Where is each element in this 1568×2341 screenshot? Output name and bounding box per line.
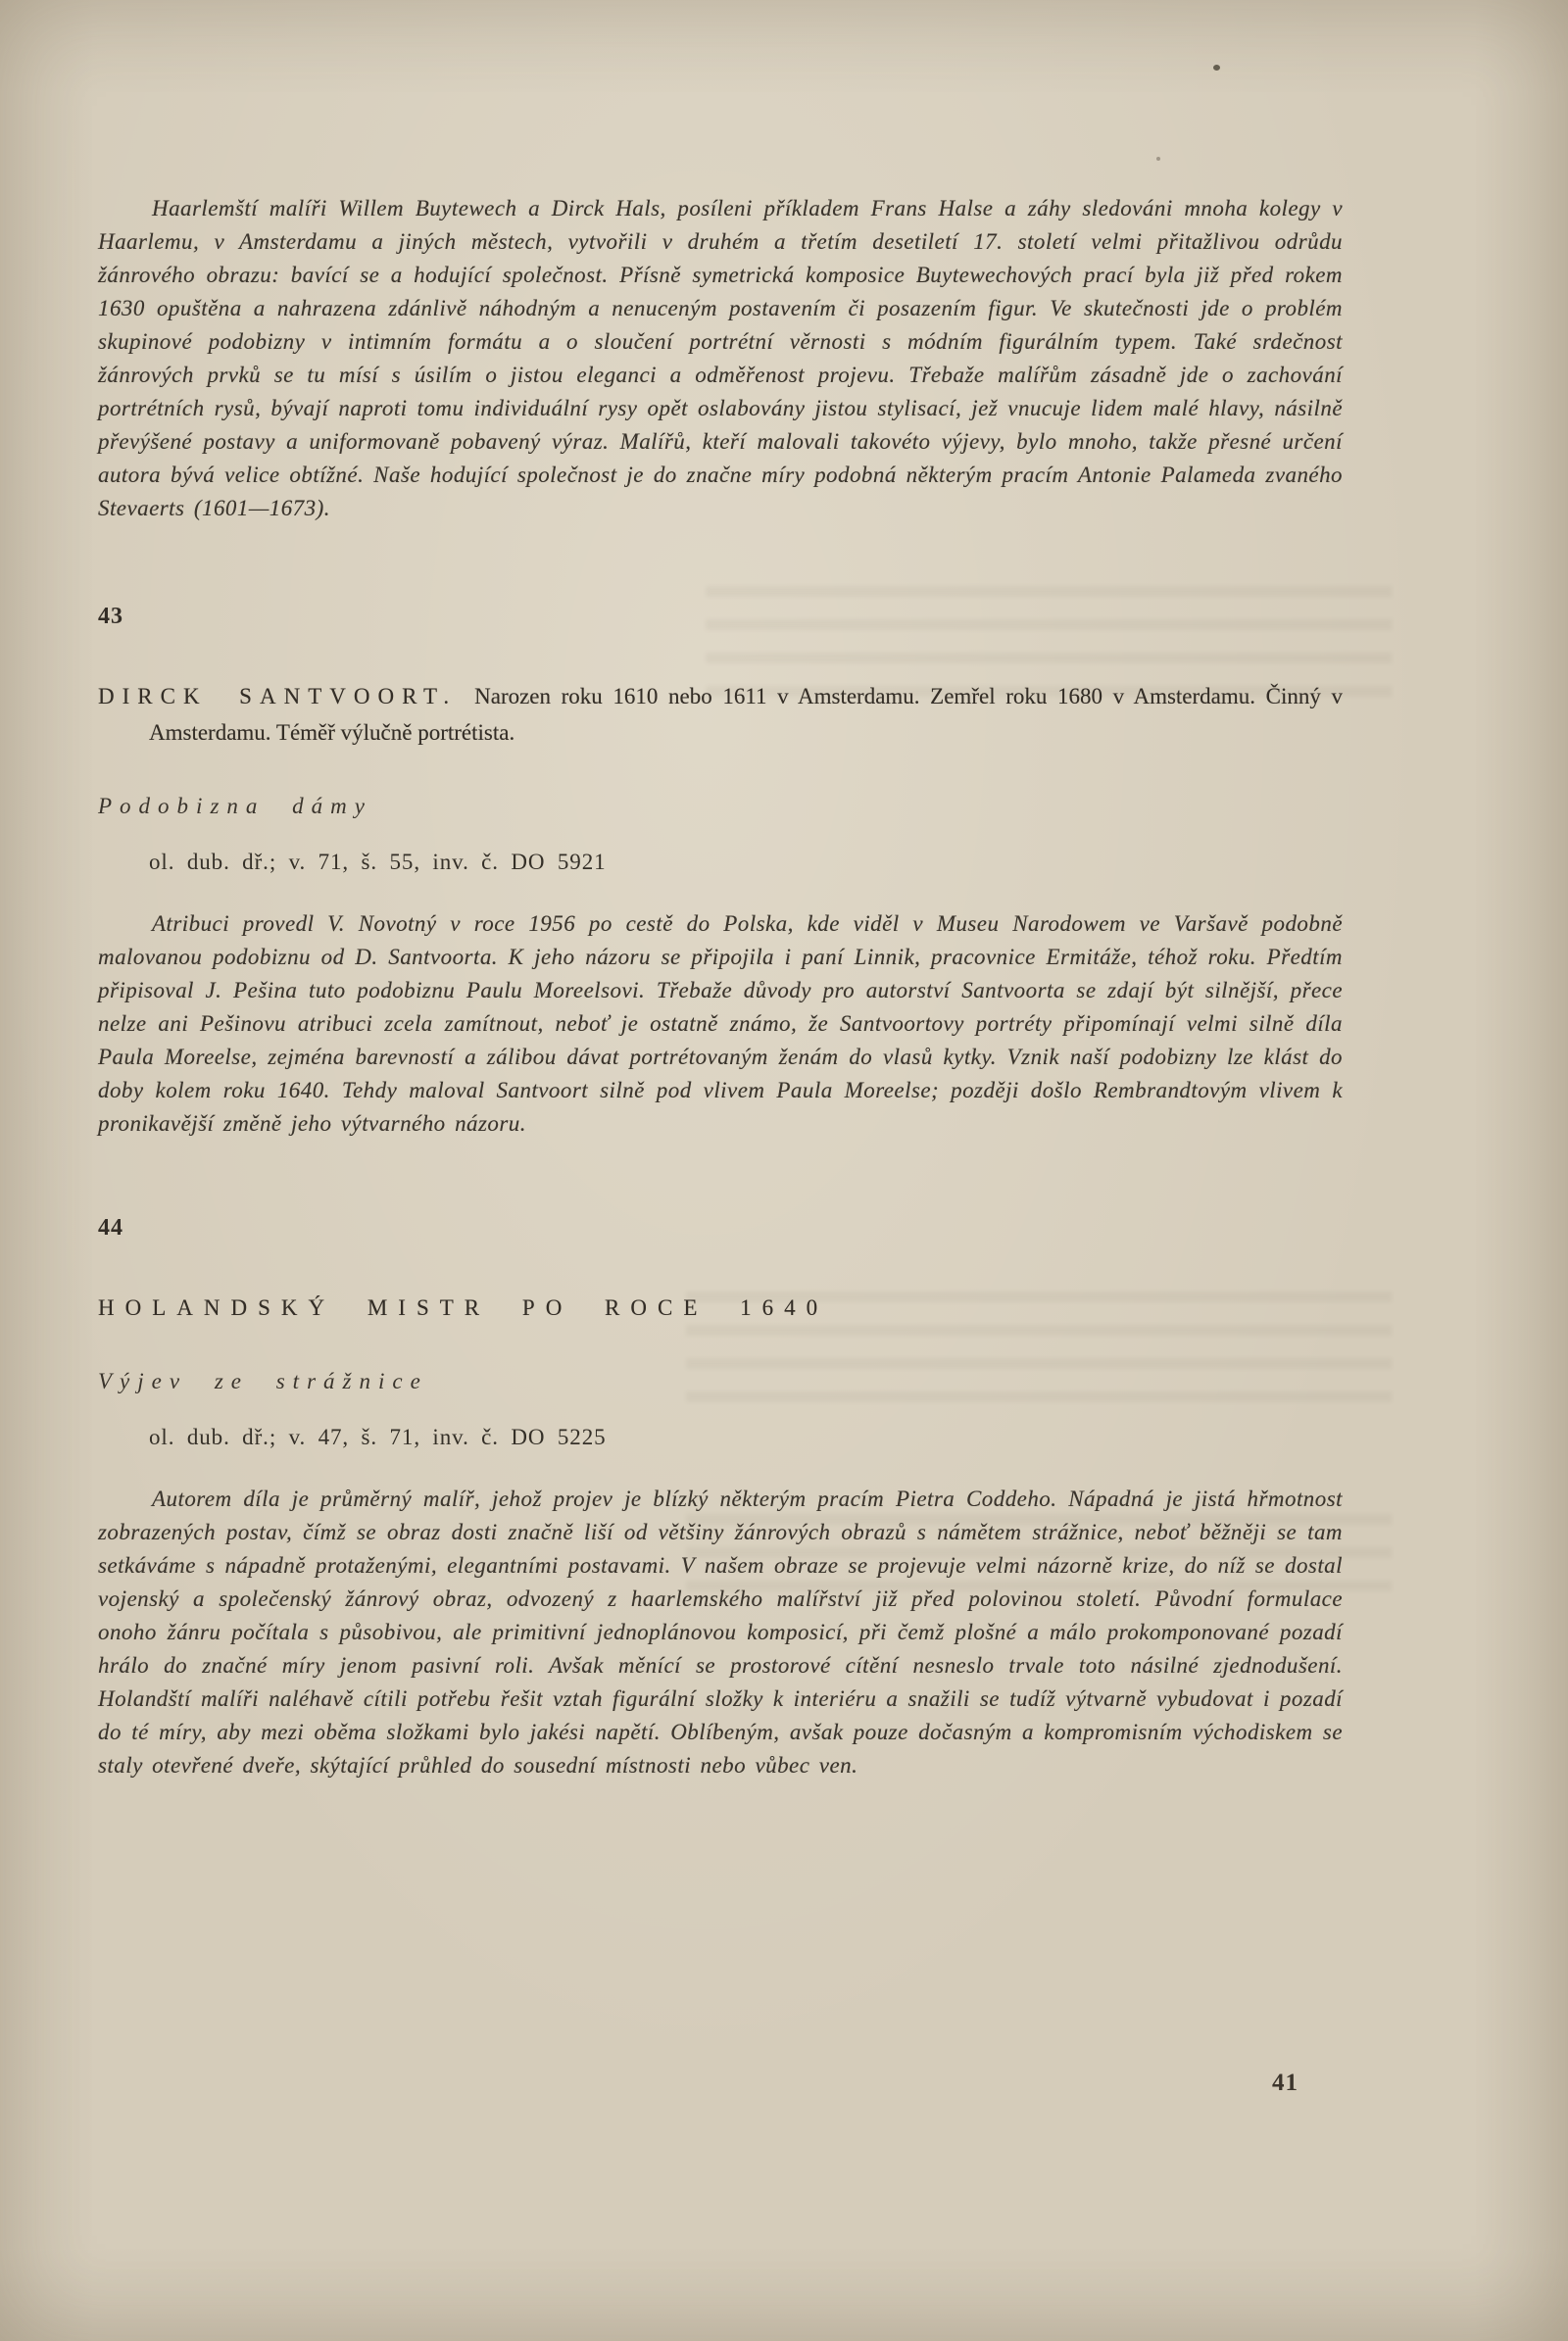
artist-name: DIRCK SANTVOORT. (98, 684, 458, 708)
entry-commentary: Atribuci provedl V. Novotný v roce 1956 po cestě do Polska, kde viděl v Museu Narodowem ve Varšavě podobně malovanou podobiznu od D. Santvoorta. K jeho názoru se připojila i paní Linnik, pracovnice Ermitáže, téhož roku. Předtím připisoval J. Pešina tuto podobiznu Paulu Moreelsovi. Třebaže důvody pro autorství Santvoorta se zdají být silnější, přece nelze ani Pešinovu atribuci zcela zamítnout, neboť je ostatně známo, že Santvoortovy portréty připomínají velmi silně díla Paula Moreelse, zejména barevností a zálibou dávat portrétovaným ženám do vlasů kytky. Vznik naší podobizny lze klást do doby kolem roku 1640. Tehdy maloval Santvoort silně pod vlivem Paula Moreelse; později došlo Rembrandtovým vlivem k pronikavější změně jeho výtvarného názoru. (98, 911, 1343, 1136)
catalog-number: 43 (98, 604, 123, 629)
catalog-entry-44 (98, 1211, 1343, 1782)
artist-bio: Narozen roku 1610 nebo 1611 v Amsterdamu. Zemřel roku 1680 v Amsterdamu. Činný v Amsterdamu. Téměř výlučně portrétista. (149, 684, 1343, 745)
page-number: 41 (1272, 2070, 1298, 2096)
artist-heading (98, 1290, 1343, 1326)
work-details: ol. dub. dř.; v. 71, š. 55, inv. č. DO 5921 (149, 850, 607, 874)
work-title: Podobizna dámy (98, 794, 372, 818)
work-title: Výjev ze strážnice (98, 1369, 428, 1393)
intro-paragraph: Haarlemští malíři Willem Buytewech a Dirck Hals, posíleni příkladem Frans Halse a záhy sledováni mnoha kolegy v Haarlemu, v Amsterdamu a jiných městech, vytvořili v druhém a třetím desetiletí 17. století velmi přitažlivou odrůdu žánrového obrazu: bavící se a hodující společnost. Přísně symetrická komposice Buytewechových prací byla již před rokem 1630 opuštěna a nahrazena zdánlivě náhodným a nenuceným postavením či posazením figur. Ve skutečnosti jde o problém skupinové podobizny v intimním formátu a o sloučení portrétní věrnosti s módním figurálním typem. Také srdečnost žánrových prvků se tu mísí s úsilím o jistou eleganci a odměřenost projevu. Třebaže malířům zásadně jde o zachování portrétních rysů, bývají naproti tomu individuální rysy opět oslabovány jistou stylisací, jež vnucuje lidem malé hlavy, násilně převýšené postavy a uniformovaně pobavený výraz. Malířů, kteří malovali takovéto výjevy, bylo mnoho, takže přesné určení autora bývá velice obtížné. Naše hodující společnost je do značne míry podobná některým pracím Antonie Palameda zvaného Stevaerts (1601—1673). (98, 196, 1343, 520)
entry-commentary: Autorem díla je průměrný malíř, jehož projev je blízký některým pracím Pietra Coddeho. Nápadná je jistá hřmotnost zobrazených postav, čímž se obraz dosti značně liší od většiny žánrových obrazů s námětem strážnice, neboť běžněji se tam setkáváme s nápadně protaženými, elegantními postavami. V našem obraze se projevuje velmi názorně krize, do níž se dostal vojenský a společenský žánrový obraz, odvozený z haarlemského malířství již před polovinou století. Původní formulace onoho žánru počítala s působivou, ale primitivní jednoplánovou komposicí, při čemž plošné a málo prokomponované pozadí hrálo do značné míry jenom pasivní roli. Avšak měnící se prostorové cítění nesneslo trvale toto násilné zjednodušení. Holandští malíři naléhavě cítili potřebu řešit vztah figurální složky k interiéru a snažili se tudíž výtvarně vybudovat i pozadí do té míry, aby mezi oběma složkami bylo jakési napětí. Oblíbeným, avšak pouze dočasným a kompromisním východiskem se staly otevřené dveře, skýtající průhled do sousední místnosti nebo vůbec ven. (98, 1487, 1343, 1778)
work-details: ol. dub. dř.; v. 47, š. 71, inv. č. DO 5225 (149, 1425, 607, 1449)
catalog-entry-43 (98, 600, 1343, 1141)
artist-name: HOLANDSKÝ MISTR PO ROCE 1640 (98, 1295, 829, 1320)
artist-heading (98, 678, 1343, 751)
catalog-number: 44 (98, 1215, 123, 1241)
